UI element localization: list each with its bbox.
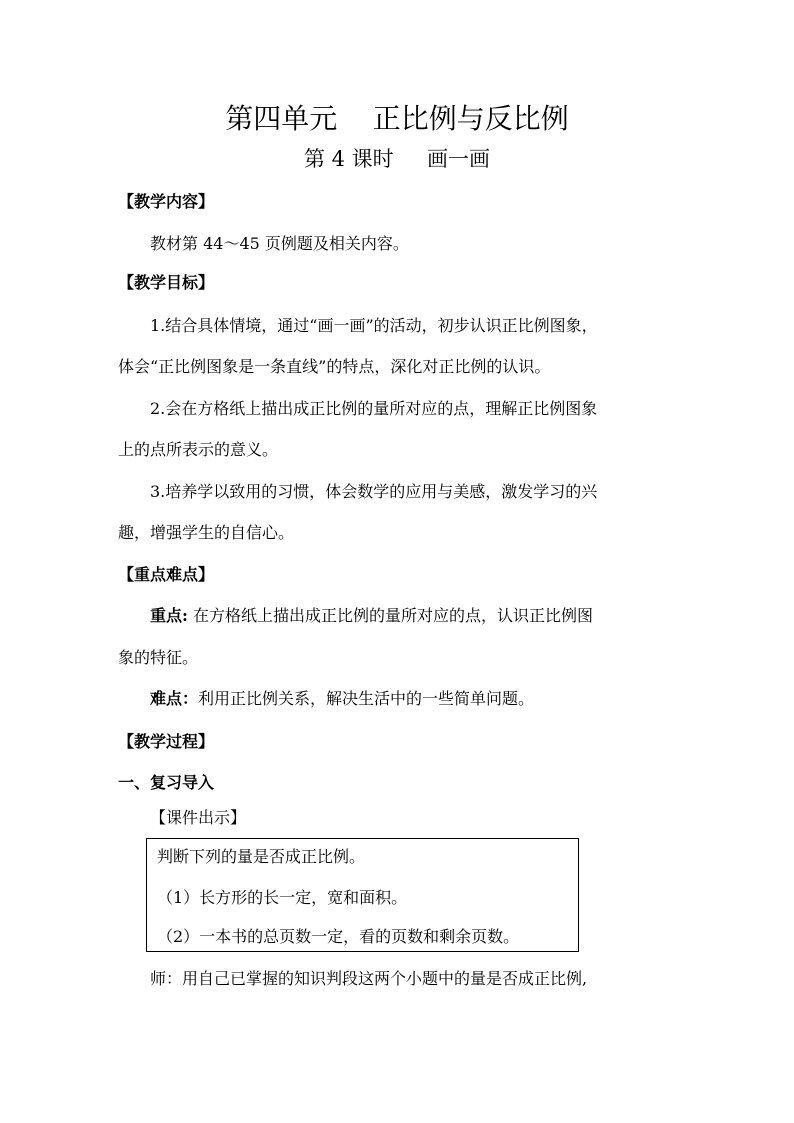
teacher-line: 师：用自己已掌握的知识判段这两个小题中的量是否成正比例, bbox=[150, 969, 588, 988]
goal-line: 1.结合具体情境，通过“画一画”的活动，初步认识正比例图象， bbox=[150, 316, 598, 335]
teaching-content-heading: 【教学内容】 bbox=[118, 192, 215, 211]
difficult-point-text: 利用正比例关系，解决生活中的一些简单问题。 bbox=[198, 689, 535, 708]
lesson-subtitle: 第 4 课时 画一画 bbox=[303, 147, 491, 171]
unit-title: 第四单元 正比例与反比例 bbox=[225, 102, 569, 135]
box-item: （2）一本书的总页数一定，看的页数和剩余页数。 bbox=[157, 927, 520, 946]
goal-line: 体会“正比例图象是一条直线”的特点，深化对正比例的认识。 bbox=[118, 357, 551, 376]
key-points-heading: 【重点难点】 bbox=[118, 565, 215, 584]
key-point-line bbox=[150, 604, 720, 628]
goal-line: 2.会在方格纸上描出成正比例的量所对应的点，理解正比例图象 bbox=[150, 399, 598, 418]
courseware-box bbox=[146, 838, 579, 952]
teaching-goals-heading: 【教学目标】 bbox=[118, 273, 215, 292]
key-point-label: 重点: bbox=[150, 606, 188, 625]
key-point-text: 在方格纸上描出成正比例的量所对应的点，认识正比例图 bbox=[187, 606, 594, 625]
goal-line: 上的点所表示的意义。 bbox=[118, 440, 279, 459]
teaching-process-heading: 【教学过程】 bbox=[118, 732, 215, 751]
difficult-point-label: 难点： bbox=[150, 689, 199, 708]
teaching-content-text: 教材第 44～45 页例题及相关内容。 bbox=[150, 234, 409, 253]
key-point-text-cont: 象的特征。 bbox=[118, 648, 199, 667]
difficult-point-line bbox=[150, 687, 720, 711]
section-review-intro: 一、复习导入 bbox=[118, 773, 215, 792]
box-question: 判断下列的量是否成正比例。 bbox=[157, 847, 366, 866]
courseware-label: 【课件出示】 bbox=[150, 808, 247, 827]
goal-line: 趣，增强学生的自信心。 bbox=[118, 523, 295, 542]
goal-line: 3.培养学以致用的习惯，体会数学的应用与美感，激发学习的兴 bbox=[150, 482, 598, 501]
box-item: （1）长方形的长一定，宽和面积。 bbox=[157, 888, 408, 907]
